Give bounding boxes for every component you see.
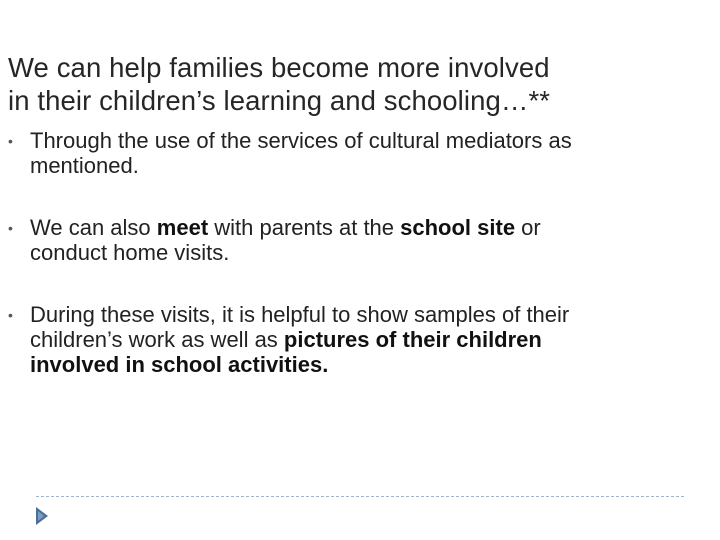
bullet-dot-icon: •: [8, 133, 13, 149]
bullet-2-bold-meet: meet: [156, 215, 209, 240]
bullet-3-line-1: During these visits, it is helpful to show samples of their: [30, 302, 570, 327]
slide-title-line-2: in their children’s learning and schooling…**: [8, 85, 551, 116]
footer-divider: [36, 496, 684, 497]
bullet-item-meet-parents: [8, 215, 708, 265]
bullet-dot-icon: •: [8, 307, 13, 323]
bullet-1-line-1: Through the use of the services of cultural mediators as: [30, 128, 572, 153]
bullet-3-text-a: children’s work as well as: [30, 327, 284, 352]
bullet-1-line-2: mentioned.: [30, 153, 139, 178]
slide-title-line-1: We can help families become more involved: [8, 52, 550, 83]
bullet-item-show-samples: [8, 302, 708, 377]
bullet-2-text-c: with parents at the: [208, 215, 401, 240]
bullet-2-text-e: or: [515, 215, 541, 240]
bullet-3-line-3: involved in school activities.: [30, 352, 329, 377]
bullet-2-line-1: [30, 215, 708, 240]
bullet-3-line-2: [30, 327, 708, 352]
bullet-2-line-2: conduct home visits.: [30, 240, 230, 265]
bullet-dot-icon: •: [8, 220, 13, 236]
bullet-2-text-a: We can also: [30, 215, 157, 240]
bullet-2-bold-school-site: school site: [400, 215, 516, 240]
bullet-item-cultural-mediators: [8, 128, 708, 178]
bullet-list: [8, 128, 708, 377]
triangle-arrow-icon: [36, 507, 48, 525]
slide-title: [8, 51, 708, 117]
bullet-3-bold-pictures: pictures of their children: [283, 327, 542, 352]
